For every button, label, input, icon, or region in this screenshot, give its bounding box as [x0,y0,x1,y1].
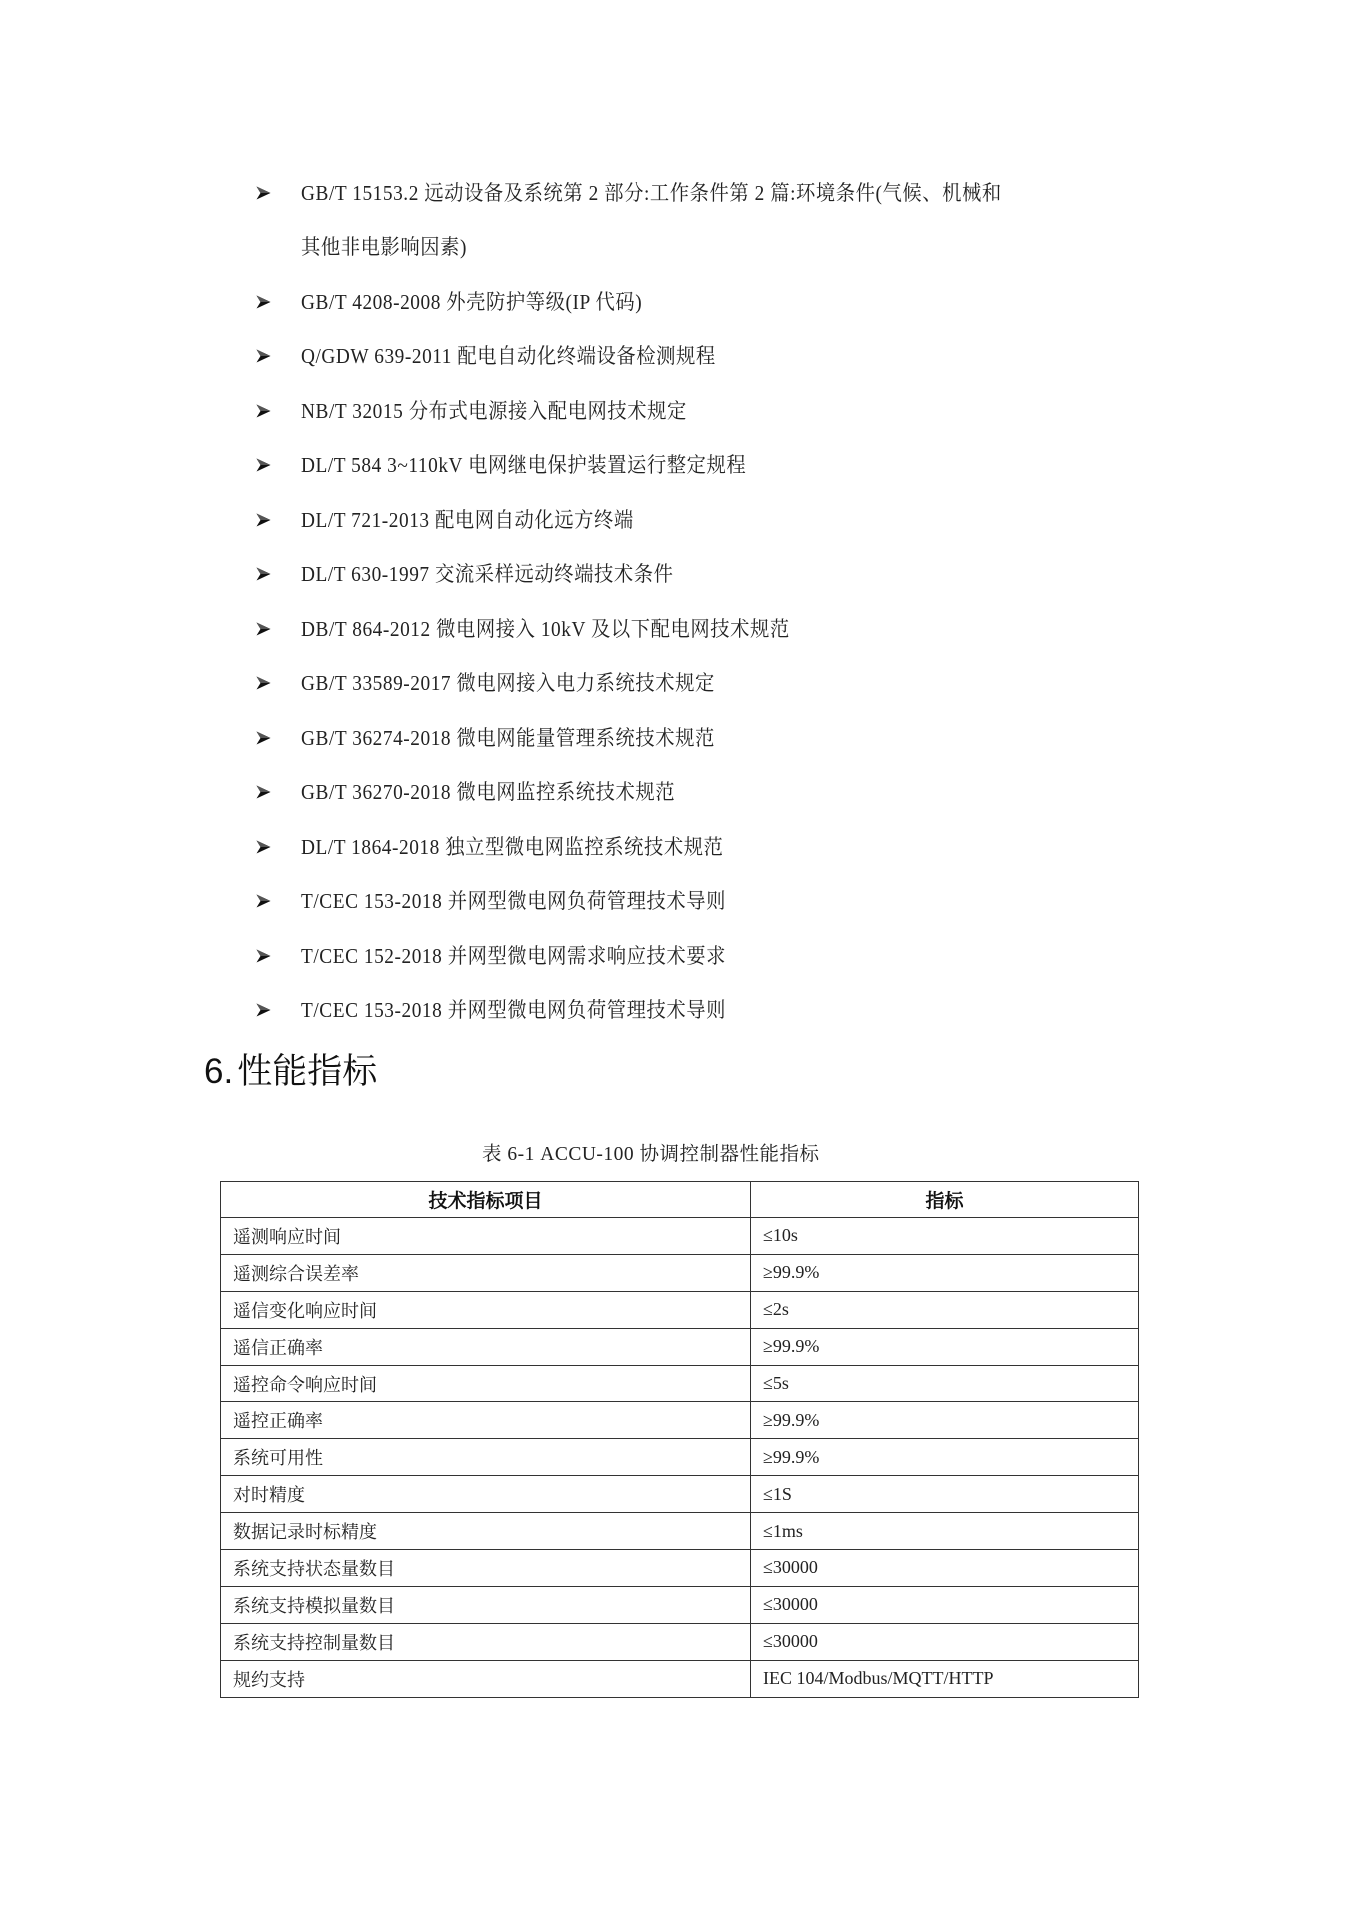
row-item: 遥测响应时间 [221,1218,751,1255]
arrowhead-bullet-icon [253,832,273,862]
standard-text: T/CEC 153-2018 并网型微电网负荷管理技术导则 [301,889,726,913]
row-item: 遥测综合误差率 [221,1254,751,1291]
standard-text: GB/T 33589-2017 微电网接入电力系统技术规定 [301,671,715,695]
table-row [221,1476,1139,1513]
table-row [221,1586,1139,1623]
arrowhead-bullet-icon [253,178,273,208]
standard-text: NB/T 32015 分布式电源接入配电网技术规定 [301,399,687,423]
standard-text: T/CEC 152-2018 并网型微电网需求响应技术要求 [301,944,726,968]
row-value: IEC 104/Modbus/MQTT/HTTP [751,1660,1139,1697]
table-caption: 表 6-1 ACCU-100 协调控制器性能指标 [482,1144,820,1165]
row-value: ≤1ms [751,1513,1139,1550]
row-item: 规约支持 [221,1660,751,1697]
standard-text: DL/T 721-2013 配电网自动化远方终端 [301,508,634,532]
row-value: ≤30000 [751,1586,1139,1623]
row-item: 遥信正确率 [221,1328,751,1365]
table-row [221,1254,1139,1291]
table-row [221,1623,1139,1660]
table-row [221,1402,1139,1439]
column-header-value: 指标 [751,1182,1139,1218]
standard-text-continuation: 其他非电影响因素) [301,235,467,259]
row-value: ≥99.9% [751,1254,1139,1291]
row-item: 系统支持控制量数目 [221,1623,751,1660]
row-item: 遥控命令响应时间 [221,1365,751,1402]
standard-text: GB/T 36270-2018 微电网监控系统技术规范 [301,780,676,804]
row-item: 系统支持模拟量数目 [221,1586,751,1623]
table-row [221,1439,1139,1476]
row-item: 系统可用性 [221,1439,751,1476]
performance-table [220,1181,1139,1698]
row-value: ≤30000 [751,1623,1139,1660]
table-row [221,1365,1139,1402]
table-row [221,1291,1139,1328]
standard-text: GB/T 4208-2008 外壳防护等级(IP 代码) [301,290,643,314]
standard-text: DL/T 584 3~110kV 电网继电保护装置运行整定规程 [301,453,747,477]
row-item: 遥信变化响应时间 [221,1291,751,1328]
standard-text: GB/T 36274-2018 微电网能量管理系统技术规范 [301,726,715,750]
row-value: ≤1S [751,1476,1139,1513]
row-value: ≥99.9% [751,1328,1139,1365]
standard-text: DL/T 630-1997 交流采样远动终端技术条件 [301,562,674,586]
arrowhead-bullet-icon [253,450,273,480]
arrowhead-bullet-icon [253,723,273,753]
row-item: 数据记录时标精度 [221,1513,751,1550]
arrowhead-bullet-icon [253,341,273,371]
row-item: 系统支持状态量数目 [221,1550,751,1587]
section-number: 6. [204,1052,234,1091]
arrowhead-bullet-icon [253,396,273,426]
table-row [221,1550,1139,1587]
arrowhead-bullet-icon [253,777,273,807]
table-row [221,1218,1139,1255]
arrowhead-bullet-icon [253,287,273,317]
row-item: 对时精度 [221,1476,751,1513]
row-value: ≥99.9% [751,1402,1139,1439]
table-header-row [221,1182,1139,1218]
row-value: ≤2s [751,1291,1139,1328]
section-heading [204,1050,377,1094]
arrowhead-bullet-icon [253,668,273,698]
row-value: ≤5s [751,1365,1139,1402]
standard-text: DL/T 1864-2018 独立型微电网监控系统技术规范 [301,835,724,859]
row-value: ≥99.9% [751,1439,1139,1476]
standard-text: GB/T 15153.2 远动设备及系统第 2 部分:工作条件第 2 篇:环境条件(气候、机械和 [301,181,1002,205]
standard-text: DB/T 864-2012 微电网接入 10kV 及以下配电网技术规范 [301,617,790,641]
standard-text: T/CEC 153-2018 并网型微电网负荷管理技术导则 [301,998,726,1022]
arrowhead-bullet-icon [253,614,273,644]
standard-text: Q/GDW 639-2011 配电自动化终端设备检测规程 [301,344,716,368]
section-title: 性能指标 [237,1052,378,1091]
arrowhead-bullet-icon [253,505,273,535]
arrowhead-bullet-icon [253,941,273,971]
row-item: 遥控正确率 [221,1402,751,1439]
table-row [221,1513,1139,1550]
table-row [221,1328,1139,1365]
row-value: ≤10s [751,1218,1139,1255]
arrowhead-bullet-icon [253,995,273,1025]
row-value: ≤30000 [751,1550,1139,1587]
column-header-item: 技术指标项目 [221,1182,751,1218]
arrowhead-bullet-icon [253,886,273,916]
table-row [221,1660,1139,1697]
arrowhead-bullet-icon [253,559,273,589]
